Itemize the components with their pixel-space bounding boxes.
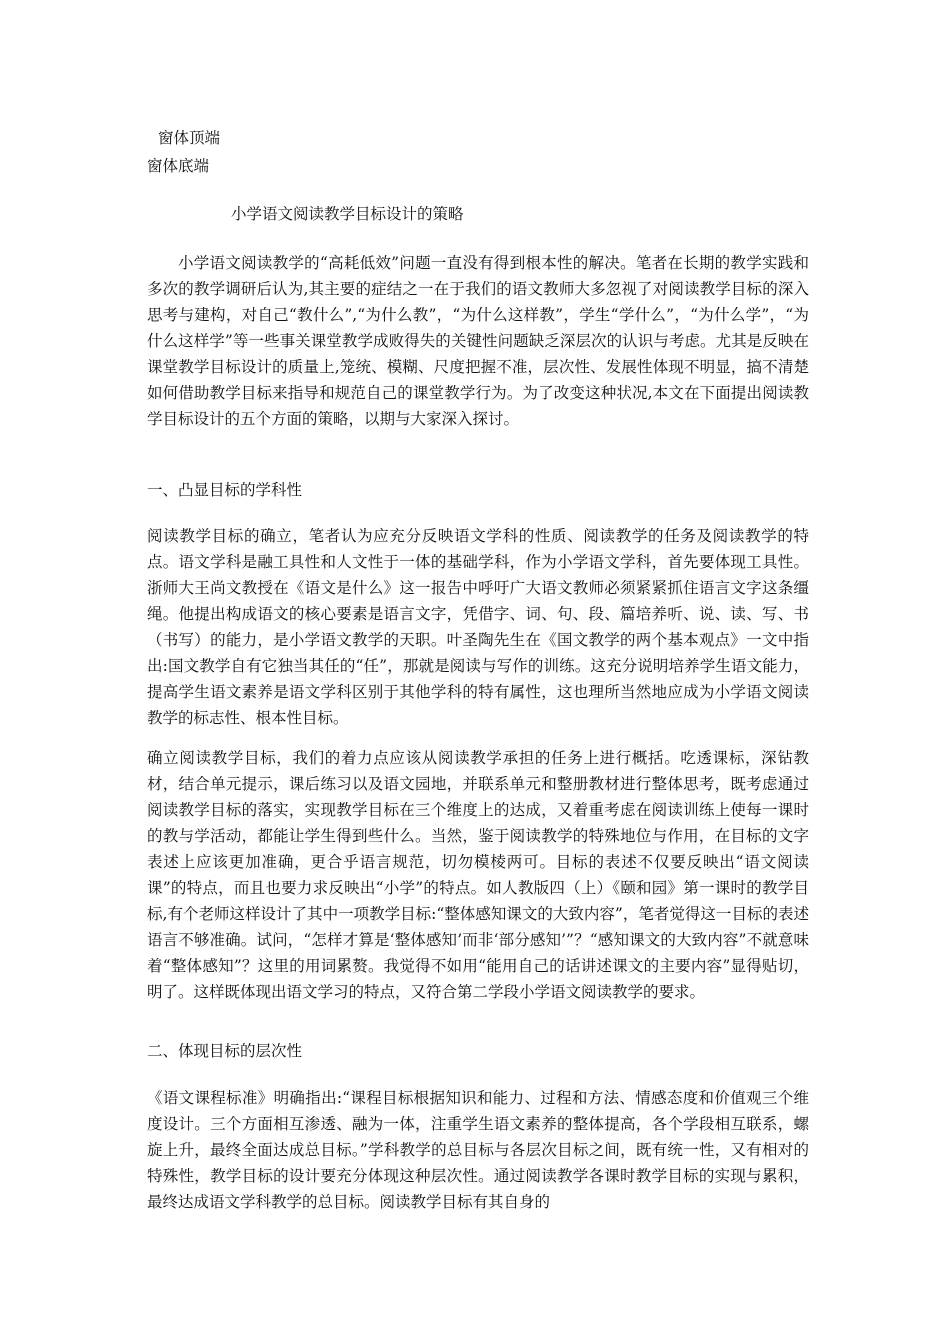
intro-paragraph: 小学语文阅读教学的“高耗低效”问题一直没有得到根本性的解决。笔者在长期的教学实践和多次的教学调研后认为,其主要的症结之一在于我们的语文教师大多忽视了对阅读教学目标的深入思考与建构，对自己“教什么”,“为什么教”，“为什么这样教”，学生“学什么”，“为什么学”，“为什么这样学”等一些事关课堂教学成败得失的关键性问题缺乏深层次的认识与考虑。尤其是反映在课堂教学目标设计的质量上,笼统、模糊、尺度把握不准，层次性、发展性体现不明显，搞不清楚如何借助教学目标来指导和规范自己的课堂教学行为。为了改变这种状况,本文在下面提出阅读教学目标设计的五个方面的策略，以期与大家深入探讨。 <box>147 254 809 428</box>
section2-heading: 二、体现目标的层次性 <box>147 1042 303 1060</box>
document-title: 小学语文阅读教学目标设计的策略 <box>231 205 464 223</box>
section1-heading: 一、凸显目标的学科性 <box>147 481 303 499</box>
form-top-label: 窗体顶端 <box>158 129 221 147</box>
section2-paragraph-1: 《语文课程标准》明确指出:“课程目标根据知识和能力、过程和方法、情感态度和价值观三个维度设计。三个方面相互渗透、融为一体，注重学生语文素养的整体提高，各个学段相互联系，螺旋上升，最终全面达成总目标。”学科教学的总目标与各层次目标之间，既有统一性，又有相对的特殊性，教学目标的设计要充分体现这种层次性。通过阅读教学各课时教学目标的实现与累积，最终达成语文学科教学的总目标。阅读教学目标有其自身的 <box>147 1089 809 1211</box>
form-bottom-label: 窗体底端 <box>147 157 210 175</box>
section1-paragraph-1: 阅读教学目标的确立，笔者认为应充分反映语文学科的性质、阅读教学的任务及阅读教学的特点。语文学科是融工具性和人文性于一体的基础学科，作为小学语文学科，首先要体现工具性。浙师大王尚文教授在《语文是什么》这一报告中呼吁广大语文教师必须紧紧抓住语言文字这条缰绳。他提出构成语文的核心要素是语言文字，凭借字、词、句、段、篇培养听、说、读、写、书（书写）的能力，是小学语文教学的天职。叶圣陶先生在《国文教学的两个基本观点》一文中指出:国文教学自有它独当其任的“任”，那就是阅读与写作的训练。这充分说明培养学生语文能力，提高学生语文素养是语文学科区别于其他学科的特有属性，这也理所当然地应成为小学语文阅读教学的标志性、根本性目标。 <box>147 527 809 727</box>
section1-paragraph-2: 确立阅读教学目标，我们的着力点应该从阅读教学承担的任务上进行概括。吃透课标，深钻教材，结合单元提示，课后练习以及语文园地，并联系单元和整册教材进行整体思考，既考虑通过阅读教学目标的落实，实现教学目标在三个维度上的达成，又着重考虑在阅读训练上使每一课时的教与学活动，都能让学生得到些什么。当然，鉴于阅读教学的特殊地位与作用，在目标的文字表述上应该更加准确，更合乎语言规范，切勿模棱两可。目标的表述不仅要反映出“语文阅读课”的特点，而且也要力求反映出“小学”的特点。如人教版四（上）《颐和园》第一课时的教学目标,有个老师这样设计了其中一项教学目标:“整体感知课文的大致内容”，笔者觉得这一目标的表述语言不够准确。试问，“怎样才算是‘整体感知’而非‘部分感知’”？“感知课文的大致内容”不就意味着“整体感知”？这里的用词累赘。我觉得不如用“能用自己的话讲述课文的主要内容”显得贴切，明了。这样既体现出语文学习的特点，又符合第二学段小学语文阅读教学的要求。 <box>147 749 809 1001</box>
